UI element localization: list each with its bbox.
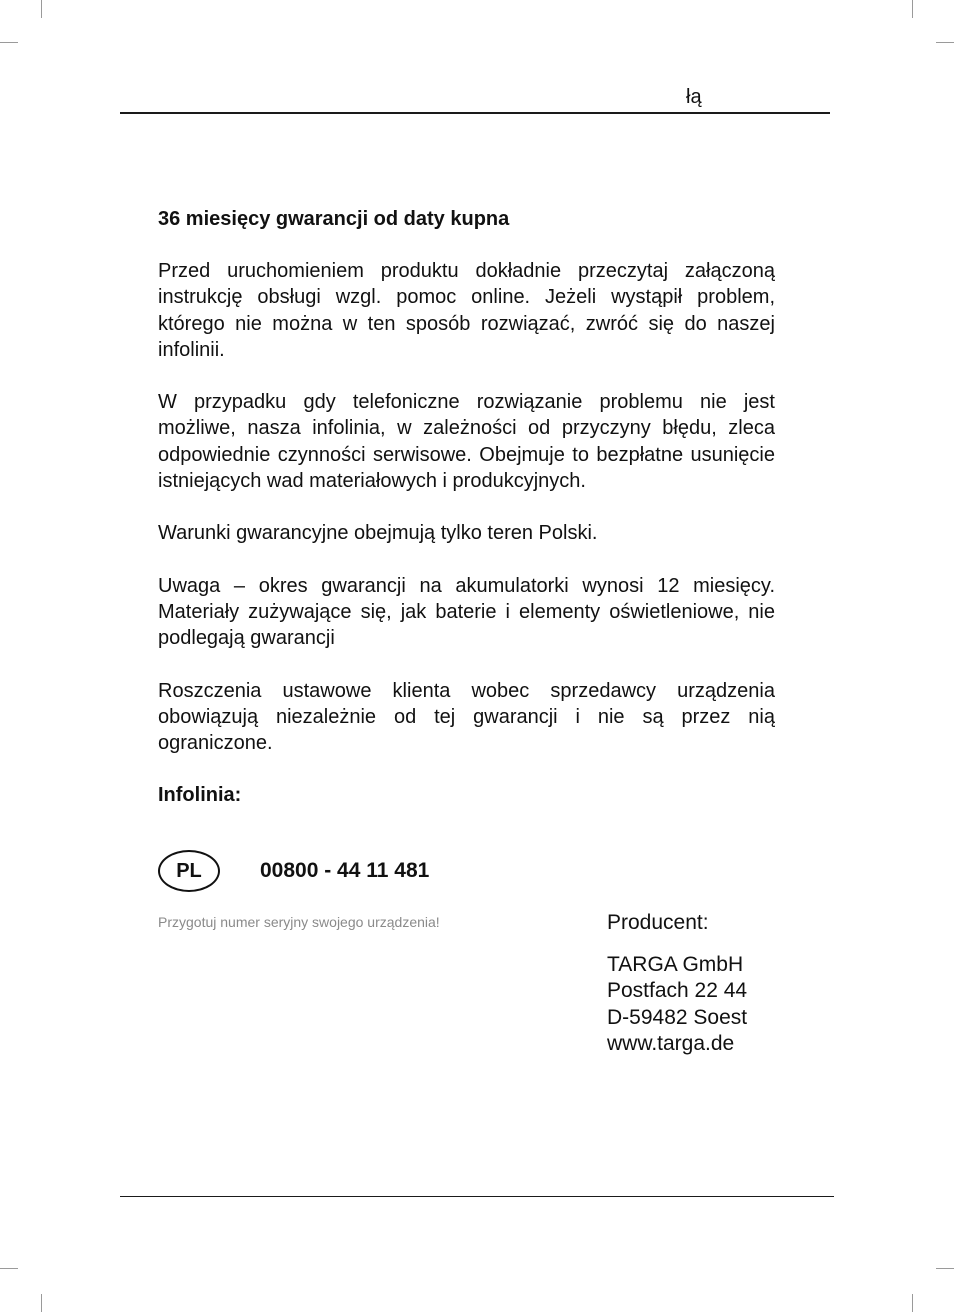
warranty-title: 36 miesięcy gwarancji od daty kupna (158, 208, 510, 230)
crop-mark-bottom-left (41, 1294, 42, 1312)
crop-mark-top-left (41, 0, 42, 18)
producer-city: D-59482 Soest (607, 1005, 748, 1029)
infolinia-label: Infolinia: (158, 784, 242, 807)
warranty-paragraph-5: Roszczenia ustawowe klienta wobec sprzedawcy urządzenia obowiązują niezależnie od tej gwarancji i nie są przez nią ograniczone. (158, 679, 775, 755)
crop-mark-top-right (912, 0, 913, 18)
crop-mark-bottom-right (912, 1294, 913, 1312)
producer-company: TARGA GmbH (607, 952, 744, 976)
warranty-section (158, 206, 775, 808)
serial-number-note: Przygotuj numer seryjny swojego urządzenia! (158, 914, 440, 930)
producer-block (607, 910, 747, 1058)
page-header-label: łą (686, 86, 702, 108)
country-badge: PL (158, 850, 220, 892)
warranty-paragraph-2: W przypadku gdy telefoniczne rozwiązanie problemu nie jest możliwe, nasza infolinia, w zależności od przyczyny błędu, zleca odpowiednie czynności serwisowe. Obejmuje to bezpłatne usunięcie istniejących wad materiałowych i produkcyjnych. (158, 391, 775, 493)
warranty-paragraph-4: Uwaga – okres gwarancji na akumulatorki wynosi 12 miesięcy. Materiały zużywające się, jak baterie i elementy oświetleniowe, nie podlegają gwarancji (158, 574, 775, 650)
warranty-paragraph-1: Przed uruchomieniem produktu dokładnie przeczytaj załączoną instrukcję obsługi wzgl. pomoc online. Jeżeli wystąpił problem, którego nie można w ten sposób rozwiązać, zwróć się do naszej infolinii. (158, 260, 775, 361)
footer-rule (120, 1196, 834, 1197)
crop-mark-bottom-left-h (0, 1268, 18, 1269)
producer-website: www.targa.de (607, 1032, 735, 1055)
hotline-number: 00800 - 44 11 481 (260, 859, 430, 882)
crop-mark-top-right-h (936, 42, 954, 43)
crop-mark-top-left-h (0, 42, 18, 43)
hotline-row (158, 850, 775, 896)
warranty-paragraph-3: Warunki gwarancyjne obejmują tylko teren Polski. (158, 522, 598, 545)
producer-postbox: Postfach 22 44 (607, 979, 748, 1002)
producer-label: Producent: (607, 911, 709, 934)
crop-mark-bottom-right-h (936, 1268, 954, 1269)
header-rule (120, 112, 830, 114)
